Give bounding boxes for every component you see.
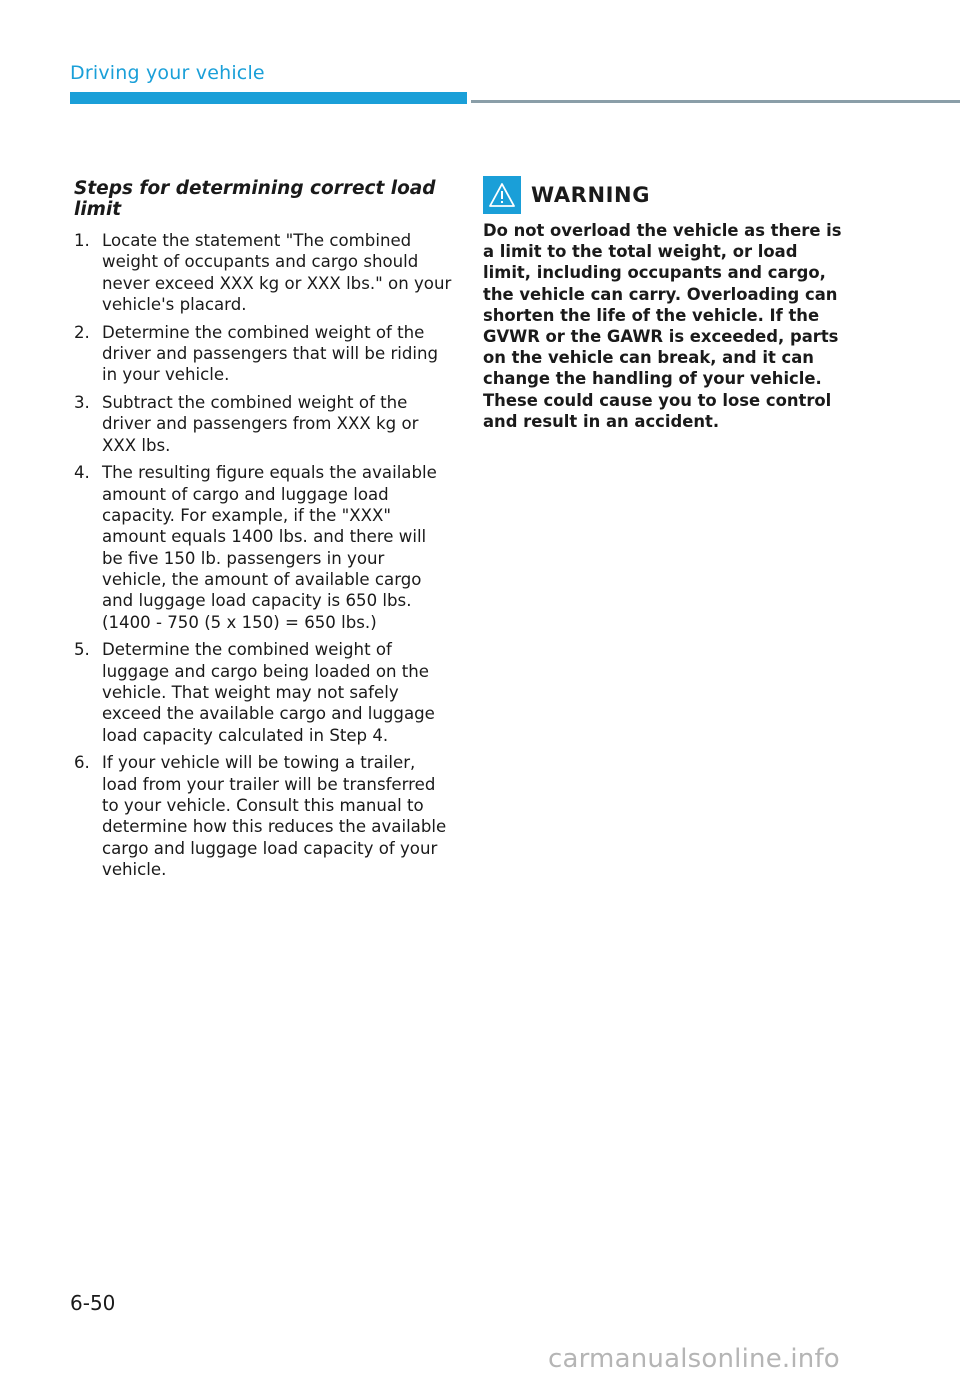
step-text: Determine the combined weight of luggage and cargo being loaded on the vehicle. That weight may not safely exceed the available cargo and luggage load capacity calculated in Step 4. [102,640,435,745]
warning-header [483,176,843,214]
step-text: Determine the combined weight of the driver and passengers that will be riding in your vehicle. [102,322,439,385]
warning-title: WARNING [531,183,651,207]
header-accent-bar [70,92,467,104]
list-item [74,639,452,745]
page-number: 6-50 [70,1291,116,1315]
list-item [74,752,452,880]
step-text: The resulting figure equals the available amount of cargo and luggage load capacity. For example, if the "XXX" amount equals 1400 lbs. and there will be five 150 lb. passengers in your vehicle, the amount of available cargo and luggage load capacity is 650 lbs. (1400 - 750 (5 x 150) = 650 lbs.) [102,463,437,632]
list-item [74,392,452,456]
step-number: 3. [74,393,90,413]
list-item [74,322,452,386]
step-text: Locate the statement "The combined weight of occupants and cargo should never exceed XXX kg or XXX lbs." on your vehicle's placard. [102,231,452,314]
step-number: 5. [74,640,90,660]
step-number: 1. [74,231,90,250]
section-heading: Steps for determining correct load limit [74,178,436,220]
load-limit-section [74,178,452,887]
warning-box [483,176,843,432]
step-text: Subtract the combined weight of the driver and passengers from XXX kg or XXX lbs. [102,393,419,455]
chapter-title: Driving your vehicle [70,62,265,84]
step-text: If your vehicle will be towing a trailer, load from your trailer will be transferred to your vehicle. Consult this manual to determine how this reduces the available cargo and luggage load capacity of your vehicle. [102,753,447,879]
header-rule [471,100,960,103]
list-item [74,462,452,632]
step-number: 2. [74,322,90,342]
step-number: 6. [74,753,90,773]
watermark: carmanualsonline.info [548,1344,840,1374]
step-number: 4. [74,463,90,483]
warning-text: Do not overload the vehicle as there is a limit to the total weight, or load limit, including occupants and cargo, the vehicle can carry. Overloading can shorten the life of the vehicle. If the GVWR or the GAWR is exceeded, parts on the vehicle can break, and it can change the handling of your vehicle. These could cause you to lose control and result in an accident. [483,221,842,431]
warning-triangle-icon [483,176,521,214]
list-item [74,230,452,315]
steps-list [74,230,452,880]
